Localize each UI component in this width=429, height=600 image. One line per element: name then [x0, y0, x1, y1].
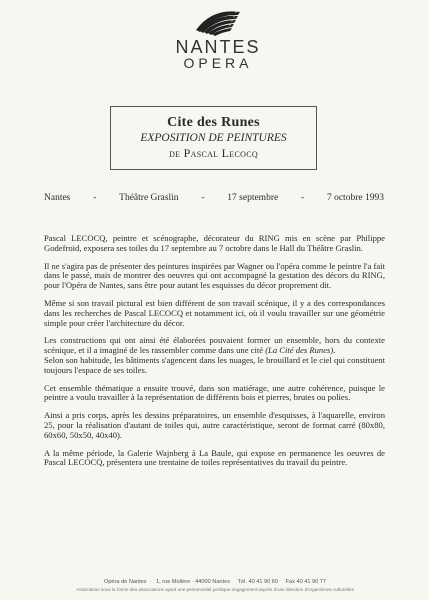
- press-release-body: [44, 234, 385, 476]
- event-info-line: [44, 193, 384, 203]
- title-line-1: Cite des Runes: [167, 115, 260, 130]
- footer-address: 1, rue Molière · 44000 Nantes: [156, 579, 231, 585]
- footer-legal-line: Association sous la forme des associations ayant une personnalité juridique engagement auprès d'une direction d'organismes culturelles: [76, 587, 354, 592]
- logo-line-opera: OPERA: [183, 55, 253, 71]
- fan-emblem-icon: [192, 6, 244, 36]
- title-line-3: de Pascal Lecocq: [169, 146, 258, 160]
- paragraph: Ainsi a pris corps, après les dessins préparatoires, un ensemble d'esquisses, à l'aquarelle, environ 25, pour la réalisation d'autant de toiles qui, autre caractéristique, seront de format carré (80x80, 60x60, 50x50, 40x40).: [44, 410, 385, 440]
- paragraph-title-italic: (La Cité des Runes): [265, 345, 334, 356]
- paragraph: Il ne s'agira pas de présenter des peintures inspirées par Wagner ou l'opéra comme le peintre l'a fait dans le passé, mais de montrer des oeuvres qui ont accompagné la gestation des décors du RING, pour l'Opéra de Nantes, sans être pour autant les esquisses du décor proprement dit.: [44, 260, 385, 291]
- paragraph: Même si son travail pictural est bien différent de son travail scénique, il y a des correspondances dans les recherches de Pascal LECOCQ et notamment ici, où il voulu travailler sur une géométrie simple pour créer l'architecture du décor.: [44, 297, 385, 328]
- footer-tel: Tél. 40 41 90 60: [237, 579, 279, 585]
- info-start-date: 17 septembre: [227, 193, 279, 203]
- letterhead-footer: [40, 579, 390, 593]
- info-separator: -: [201, 193, 205, 203]
- footer-contact-line: Opéra de Nantes · 1, rue Molière · 44000 Nantes Tél. 40 41 90 60 Fax 40 41 90 77: [103, 579, 327, 585]
- info-separator: -: [301, 193, 305, 203]
- nantes-opera-logo: [168, 6, 268, 70]
- info-city: Nantes: [44, 193, 71, 203]
- paragraph-text: .: [333, 345, 336, 356]
- paragraph: A la même période, la Galerie Wajnberg à La Baule, qui expose en permanence les oeuvres de Pascal LECOCQ, présentera une trentaine de toiles représentatives du travail du peintre.: [44, 447, 385, 468]
- paragraph: Selon son habitude, les bâtiments s'agencent dans les nuages, le brouillard et le ciel qui constituent toujours l'espace de ses toiles.: [44, 354, 385, 375]
- paragraph: Pascal LECOCQ, peintre et scénographe, décorateur du RING mis en scène par Philippe Godefroid, exposera ses toiles du 17 septembre au 7 octobre dans le Hall du Théâtre Graslin.: [44, 233, 385, 253]
- info-end-date: 7 octobre 1993: [326, 193, 384, 203]
- logo-line-nantes: NANTES: [175, 37, 261, 57]
- paragraph: [44, 336, 385, 356]
- paragraph-text: Les constructions qui ont ainsi été élaborées pouvaient former un ensemble, hors du contexte scénique, et il a imaginé de les rassembler comme dans une cité: [44, 335, 385, 356]
- title-line-2: EXPOSITION DE PEINTURES: [140, 132, 287, 144]
- info-venue: Théâtre Graslin: [119, 193, 179, 203]
- info-separator: -: [93, 193, 97, 203]
- footer-org: Opéra de Nantes: [103, 579, 147, 585]
- exhibition-title-box: [110, 106, 317, 170]
- footer-fax: Fax 40 41 90 77: [285, 579, 327, 585]
- paragraph: Cet ensemble thématique a ensuite trouvé, dans son matiérage, une autre cohérence, puisque le peintre a voulu travailler à la représentation de différents bois et pierres, brutes ou polies.: [44, 382, 385, 403]
